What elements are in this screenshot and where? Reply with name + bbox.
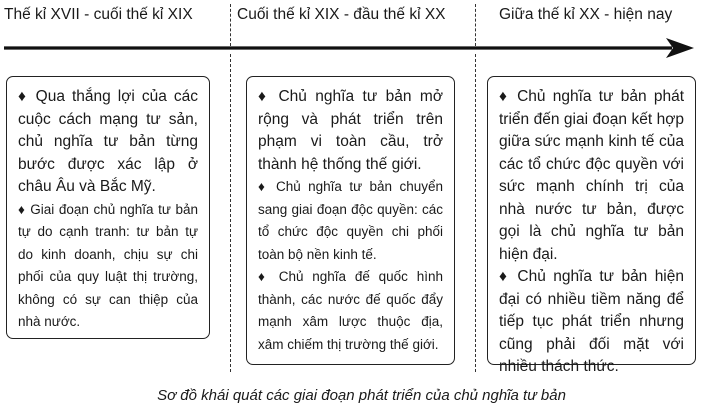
period-box-3 <box>487 76 696 375</box>
period-label-1: Thế kỉ XVII - cuối thế kỉ XIX <box>4 6 193 23</box>
box-3-point-1: ♦ Chủ nghĩa tư bản phát triển đến giai đoạn kết hợp giữa sức mạnh kinh tế của các tổ chức độc quyền với sức mạnh chính trị của nhà nước tư bản, được gọi là chủ nghĩa tư bản hiện đại. <box>499 88 684 263</box>
box-1-point-1: ♦ Qua thắng lợi của các cuộc cách mạng tư sản, chủ nghĩa tư bản từng bước được xác lập ở châu Âu và Bắc Mỹ. <box>18 88 198 195</box>
period-box-2 <box>246 76 455 365</box>
timeline-arrow <box>0 36 723 62</box>
period-divider-1-lower <box>230 54 231 372</box>
box-2-point-2: ♦ Chủ nghĩa tư bản chuyển sang giai đoạn độc quyền: các tổ chức độc quyền chi phối toàn bộ nền kinh tế. <box>258 179 443 262</box>
box-3-point-2: ♦ Chủ nghĩa tư bản hiện đại có nhiều tiềm năng để tiếp tục phát triển nhưng cũng phải đối mặt với nhiều thách thức. <box>499 268 684 375</box>
diagram-caption: Sơ đồ khái quát các giai đoạn phát triển của chủ nghĩa tư bản <box>157 387 566 404</box>
box-1-point-2: ♦ Giai đoạn chủ nghĩa tư bản tự do cạnh tranh: tư bản tự do kinh doanh, chịu sự chi phối của quy luật thị trường, không có sự can thiệp của nhà nước. <box>18 201 198 329</box>
period-label-2: Cuối thế kỉ XIX - đầu thế kỉ XX <box>237 6 446 23</box>
period-divider-2-lower <box>475 54 476 372</box>
period-box-1 <box>6 76 210 339</box>
period-label-3: Giữa thế kỉ XX - hiện nay <box>499 6 673 23</box>
box-2-point-1: ♦ Chủ nghĩa tư bản mở rộng và phát triển trên phạm vi toàn cầu, trở thành hệ thống thế giới. <box>258 88 443 173</box>
box-2-point-3: ♦ Chủ nghĩa đế quốc hình thành, các nước đế quốc đẩy mạnh xâm lược thuộc địa, xâm chiếm thị trường thế giới. <box>258 269 443 352</box>
